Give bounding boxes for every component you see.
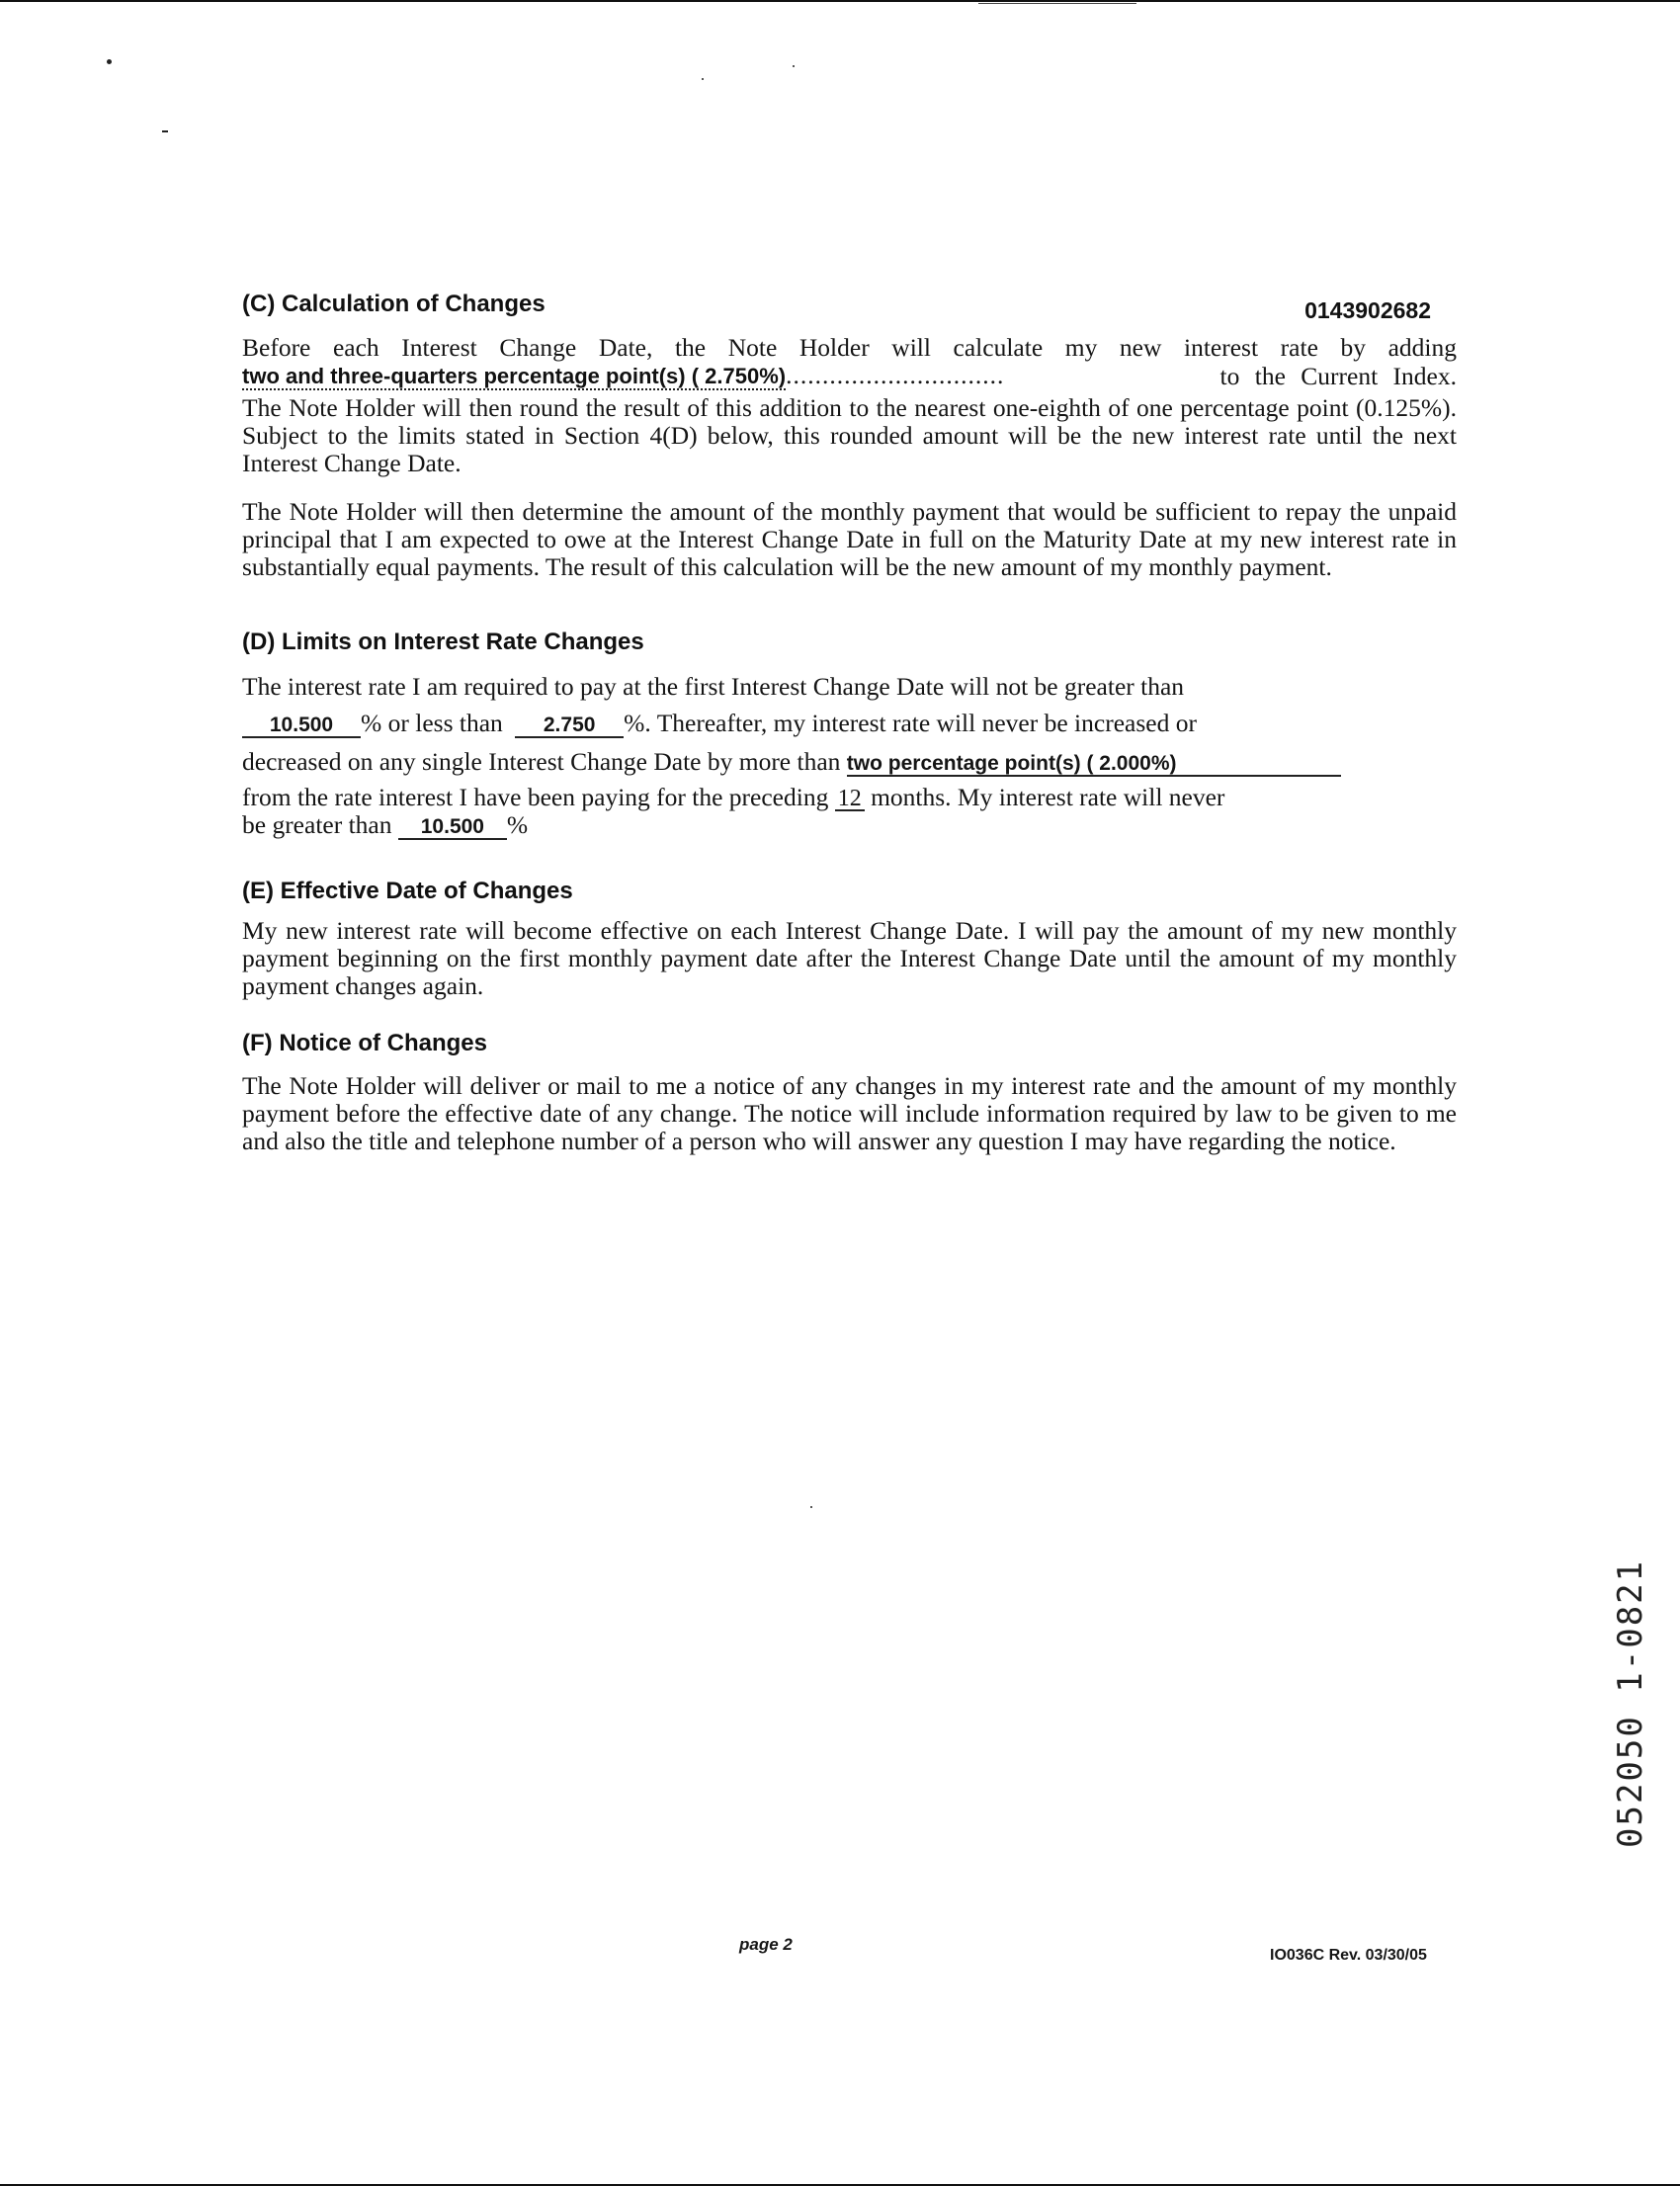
first-change-min-rate-field (515, 713, 624, 738)
scan-speck (810, 1506, 812, 1508)
section-c-line-2 (242, 361, 1004, 390)
section-c-paragraph-2: The Note Holder will then determine the amount of the monthly payment that would be sufficient to repay the unpaid principal that I am expected to owe at the Interest Change Date in full on the Maturity Date at my new interest rate in substantially equal payments. The result of this calculation will be the new amount of my monthly payment. (242, 497, 1457, 581)
section-d-line-3 (242, 747, 1341, 777)
scan-edge-top (0, 0, 1680, 2)
or-less-than-text: or less than (387, 709, 503, 737)
section-c-rest: The Note Holder will then round the result of this addition to the nearest one-eighth of one percentage point (0.125%). Subject to the limits stated in Section 4(D) below, this rounded amount will be the new interest rate until the next Interest Change Date. (242, 393, 1457, 477)
lifetime-cap-field (398, 814, 507, 840)
section-d-line-2 (242, 709, 1197, 738)
first-change-max-rate: 10.500 (269, 714, 334, 736)
scan-speck (107, 59, 112, 64)
margin-filled-value: two and three-quarters percentage point(s) ( 2.750%) (242, 364, 787, 388)
section-c-line-1: Before each Interest Change Date, the Note Holder will calculate my new interest rate by adding (242, 333, 1457, 362)
first-change-max-rate-field (242, 713, 361, 738)
section-d-line-4 (242, 783, 1224, 812)
periodic-cap-value: two percentage point(s) ( 2.000%) (846, 752, 1177, 775)
months-text: months. My interest rate will never (871, 783, 1225, 811)
scan-mark (978, 3, 1136, 4)
lifetime-cap-value: 10.500 (420, 815, 484, 838)
page-number: page 2 (739, 1935, 793, 1954)
thereafter-text: . Thereafter, my interest rate will never be increased or (644, 709, 1197, 737)
section-f-body: The Note Holder will deliver or mail to me a notice of any changes in my interest rate and the amount of my monthly payment before the effective date of any change. The notice will include information required by law to be given to me and also the title and telephone number of a person who will answer any question I may have regarding the notice. (242, 1071, 1457, 1155)
scan-speck (162, 130, 168, 132)
margin-dot-leader: .............................. (786, 361, 1005, 389)
loan-number: 0143902682 (1304, 297, 1431, 323)
preceding-months-field (835, 787, 865, 811)
side-bates-stamp: 052050 1-0821 (1611, 1558, 1650, 1848)
first-change-min-rate: 2.750 (543, 714, 596, 736)
form-identifier: IO036C Rev. 03/30/05 (1270, 1947, 1427, 1964)
scan-speck (702, 78, 704, 80)
section-c-heading: (C) Calculation of Changes (242, 291, 546, 317)
periodic-cap-lead: decreased on any single Interest Change Date by more than (242, 747, 841, 776)
preceding-text: from the rate interest I have been paying for the preceding (242, 783, 829, 811)
percent-sign: % (506, 810, 529, 839)
percent-sign: % (624, 709, 645, 737)
section-f-heading: (F) Notice of Changes (242, 1030, 488, 1056)
section-e-body: My new interest rate will become effective on each Interest Change Date. I will pay the amount of my new monthly payment beginning on the first monthly payment date after the Interest Change Date until the amount of my monthly payment changes again. (242, 916, 1457, 1000)
section-e-heading: (E) Effective Date of Changes (242, 878, 573, 904)
periodic-cap-field (847, 751, 1341, 777)
scan-speck (793, 65, 795, 67)
section-c-line-2-tail: to the Current Index. (1219, 362, 1457, 390)
preceding-months-value: 12 (837, 786, 862, 811)
section-d-line-5 (242, 810, 528, 840)
section-d-line-1: The interest rate I am required to pay at the first Interest Change Date will not be greater than (242, 672, 1185, 701)
greater-than-text: be greater than (242, 810, 392, 839)
section-d-heading: (D) Limits on Interest Rate Changes (242, 629, 644, 655)
percent-sign: % (361, 709, 382, 737)
